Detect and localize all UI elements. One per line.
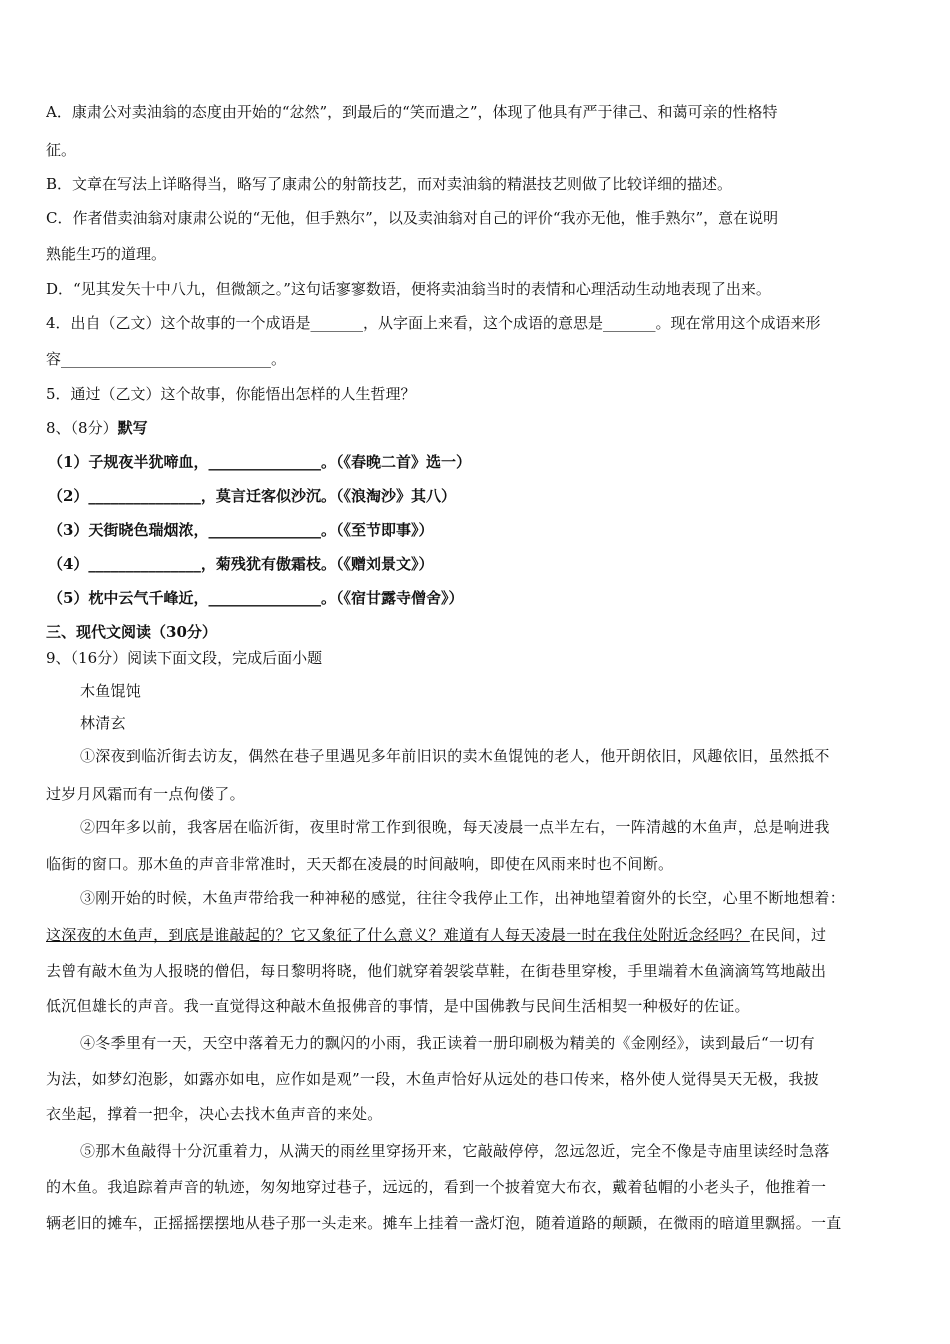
article-paragraph-line: ②四年多以前，我客居在临沂街，夜里时常工作到很晚，每天凌晨一点半左右，一阵清越的木鱼声，总是响进我 — [80, 818, 830, 836]
question-8-number: 8、（8分） — [46, 419, 118, 437]
option-a-line-1: A．康肃公对卖油翁的态度由开始的“忿然”，到最后的“笑而遣之”，体现了他具有严于律己、和蔼可亲的性格特 — [46, 103, 778, 121]
article-author: 林清玄 — [80, 714, 126, 732]
dictation-item: （3）天街晓色瑞烟浓，_______________。（《至节即事》） — [48, 521, 434, 539]
article-paragraph-line: 衣坐起，撑着一把伞，决心去找木鱼声音的来处。 — [46, 1105, 383, 1123]
article-paragraph-line: ⑤那木鱼敲得十分沉重着力，从满天的雨丝里穿扬开来，它敲敲停停，忽远忽近，完全不像是寺庙里读经时急落 — [80, 1142, 830, 1160]
article-paragraph-line: 过岁月风霜而有一点佝偻了。 — [46, 785, 245, 803]
dictation-item: （2）_______________，莫言迁客似沙沉。（《浪淘沙》其八） — [48, 487, 456, 505]
option-a-line-2: 征。 — [46, 141, 77, 159]
article-paragraph-line — [46, 925, 910, 945]
article-title: 木鱼馄饨 — [80, 682, 142, 700]
option-b: B．文章在写法上详略得当，略写了康肃公的射箭技艺，而对卖油翁的精湛技艺则做了比较详细的描述。 — [46, 175, 733, 193]
question-8-title: 默写 — [117, 419, 148, 437]
question-4-line-2: 容____________________________。 — [46, 350, 287, 368]
question-4-line-1: 4．出自（乙文）这个故事的一个成语是_______，从字面上来看，这个成语的意思是_______。现在常用这个成语来形 — [46, 314, 821, 332]
article-paragraph-line: 临街的窗口。那木鱼的声音非常准时，天天都在凌晨的时间敲响，即使在风雨来时也不间断。 — [46, 855, 674, 873]
question-5: 5．通过（乙文）这个故事，你能悟出怎样的人生哲理？ — [46, 385, 416, 403]
option-c-line-2: 熟能生巧的道理。 — [46, 245, 167, 263]
option-d: D．“见其发矢十中八九，但微颔之。”这句话寥寥数语，便将卖油翁当时的表情和心理活动生动地表现了出来。 — [46, 280, 771, 298]
dictation-item: （5）枕中云气千峰近，_______________。（《宿甘露寺僧舍》） — [48, 589, 464, 607]
question-9: 9、（16分）阅读下面文段，完成后面小题 — [46, 649, 323, 667]
article-paragraph-line: ④冬季里有一天，天空中落着无力的飘闪的小雨，我正读着一册印刷极为精美的《金刚经》，读到最后“一切有 — [80, 1034, 815, 1052]
section-3-heading: 三、现代文阅读（30分） — [46, 623, 217, 641]
article-paragraph-line: 的木鱼。我追踪着声音的轨迹，匆匆地穿过巷子，远远的，看到一个披着宽大布衣，戴着毡帽的小老头子，他推着一 — [46, 1178, 827, 1196]
article-paragraph-line: ①深夜到临沂街去访友，偶然在巷子里遇见多年前旧识的卖木鱼馄饨的老人，他开朗依旧，风趣依旧，虽然抵不 — [80, 747, 830, 765]
underlined-question-text: 这深夜的木鱼声，到底是谁敲起的？它又象征了什么意义？难道有人每天凌晨一时在我住处附近念经吗？ — [46, 926, 750, 944]
dictation-item: （1）子规夜半犹啼血，_______________。（《春晚二首》选一） — [48, 453, 471, 471]
option-c-line-1: C．作者借卖油翁对康肃公说的“无他，但手熟尔”，以及卖油翁对自己的评价“我亦无他，惟手熟尔”，意在说明 — [46, 209, 779, 227]
dictation-item: （4）_______________，菊残犹有傲霜枝。（《赠刘景文》） — [48, 555, 434, 573]
article-paragraph-line: ③刚开始的时候，木鱼声带给我一种神秘的感觉，往往令我停止工作，出神地望着窗外的长空，心里不断地想着： — [80, 889, 846, 907]
article-paragraph-line: 低沉但雄长的声音。我一直觉得这种敲木鱼报佛音的事情，是中国佛教与民间生活相契一种极好的佐证。 — [46, 997, 750, 1015]
article-text: 在民间，过 — [749, 926, 827, 944]
question-8-heading — [46, 418, 910, 438]
article-paragraph-line: 为法，如梦幻泡影，如露亦如电，应作如是观”一段，木鱼声恰好从远处的巷口传来，格外使人觉得昊天无极，我披 — [46, 1070, 819, 1088]
article-paragraph-line: 去曾有敲木鱼为人报晓的僧侣，每日黎明将晓，他们就穿着袈裟草鞋，在街巷里穿梭，手里端着木鱼滴滴笃笃地敲出 — [46, 962, 827, 980]
article-paragraph-line: 辆老旧的摊车，正摇摇摆摆地从巷子那一头走来。摊车上挂着一盏灯泡，随着道路的颠踬，在微雨的暗道里飘摇。一直 — [46, 1214, 842, 1232]
